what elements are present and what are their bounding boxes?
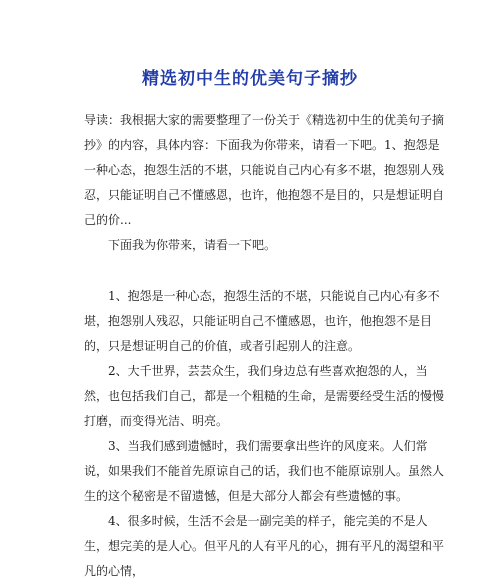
content-paragraph-4: 4、很多时候，生活不会是一副完美的样子，能完美的不是人生，想完美的是人心。但平凡的人有平凡的心，拥有平凡的渴望和平凡的心情， [84,514,445,578]
content-paragraph-3: 3、当我们感到遗憾时，我们需要拿出些许的风度来。人们常说，如果我们不能首先原谅自己的话，我们也不能原谅别人。虽然人生的这个秘密是不留遗憾，但是大部分人都会有些遗憾的事。 [84,439,445,503]
paragraph-spacer [84,258,444,284]
intro-paragraph: 导读：我根据大家的需要整理了一份关于《精选初中生的优美句子摘抄》的内容，具体内容：下面我为你带来，请看一下吧。1、抱怨是一种心态，抱怨生活的不堪，只能说自己内心有多不堪，抱怨别人残忍，只能证明自己不懂感恩，也许，他抱怨不是目的，只是想证明自己的价... [84,113,445,227]
lead-paragraph: 下面我为你带来，请看一下吧。 [108,238,277,252]
article-body [84,108,444,584]
content-paragraph-2: 2、大千世界，芸芸众生，我们身边总有些喜欢抱怨的人，当然，也包括我们自己，都是一个粗糙的生命，是需要经受生活的慢慢打磨，而变得光洁、明亮。 [84,364,445,428]
content-paragraph-1: 1、抱怨是一种心态，抱怨生活的不堪，只能说自己内心有多不堪，抱怨别人残忍，只能证明自己不懂感恩，也许，他抱怨不是目的，只是想证明自己的价值，或者引起别人的注意。 [84,289,440,353]
page-title: 精选初中生的优美句子摘抄 [142,69,358,89]
